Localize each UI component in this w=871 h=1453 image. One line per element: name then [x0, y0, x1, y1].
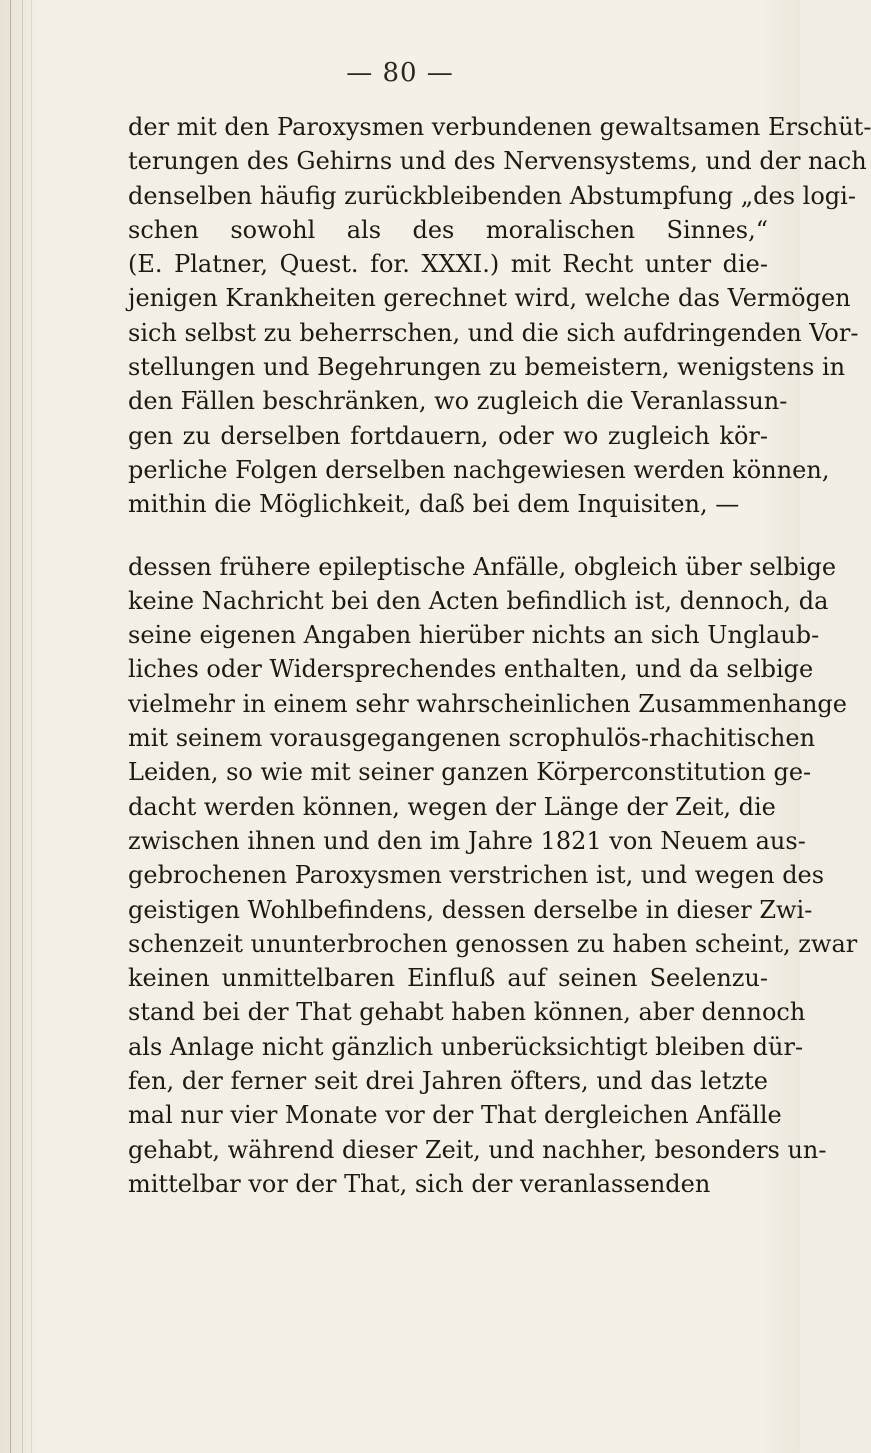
- text-line: schen sowohl als des moralischen Sinnes,“: [128, 215, 768, 244]
- text-line: gehabt, während dieser Zeit, und nachher, besonders un-: [128, 1135, 827, 1164]
- text-line: mithin die Möglichkeit, daß bei dem Inquisiten, —: [128, 490, 740, 519]
- text-line: stellungen und Begehrungen zu bemeistern, wenigstens in: [128, 353, 846, 382]
- text-line: dacht werden können, wegen der Länge der Zeit, die: [128, 792, 776, 821]
- binding-edge-line: [10, 0, 11, 1453]
- text-line: dessen frühere epileptische Anfälle, obgleich über selbige: [128, 552, 837, 581]
- text-line: terungen des Gehirns und des Nervensystems, und der nach: [128, 147, 867, 176]
- page-number: — 80 —: [346, 58, 454, 88]
- text-line: geistigen Wohlbefindens, dessen derselbe in dieser Zwi-: [128, 895, 813, 924]
- text-line: keinen unmittelbaren Einfluß auf seinen Seelenzu-: [128, 964, 768, 993]
- text-line: (E. Platner, Quest. for. XXXI.) mit Recht unter die-: [128, 250, 768, 279]
- text-line: fen, der ferner seit drei Jahren öfters, und das letzte: [128, 1067, 768, 1096]
- text-line: schenzeit ununterbrochen genossen zu haben scheint, zwar: [128, 929, 858, 958]
- text-line: mittelbar vor der That, sich der veranlassenden: [128, 1169, 711, 1198]
- body-text: [128, 110, 871, 1201]
- text-line: zwischen ihnen und den im Jahre 1821 von Neuem aus-: [128, 826, 806, 855]
- text-line: vielmehr in einem sehr wahrscheinlichen Zusammenhange: [128, 689, 847, 718]
- text-line: gebrochenen Paroxysmen verstrichen ist, und wegen des: [128, 861, 825, 890]
- text-line: als Anlage nicht gänzlich unberücksichtigt bleiben dür-: [128, 1032, 804, 1061]
- text-line: liches oder Widersprechendes enthalten, und da selbige: [128, 655, 814, 684]
- text-line: den Fällen beschränken, wo zugleich die Veranlassun-: [128, 387, 788, 416]
- text-line: gen zu derselben fortdauern, oder wo zugleich kör-: [128, 421, 768, 450]
- text-line: stand bei der That gehabt haben können, aber dennoch: [128, 998, 806, 1027]
- binding-edge-line: [31, 0, 32, 1453]
- paragraph-gap: [128, 522, 768, 550]
- text-line: der mit den Paroxysmen verbundenen gewaltsamen Erschüt-: [128, 113, 871, 141]
- text-line: denselben häufig zurückbleibenden Abstumpfung „des logi-: [128, 181, 856, 210]
- text-line: mit seinem vorausgegangenen scrophulös-rhachitischen: [128, 724, 816, 753]
- text-line: seine eigenen Angaben hierüber nichts an sich Unglaub-: [128, 621, 820, 650]
- paragraph: [128, 550, 858, 1202]
- text-line: perliche Folgen derselben nachgewiesen werden können,: [128, 455, 830, 484]
- paragraph: [128, 110, 871, 522]
- binding-edge-line: [22, 0, 23, 1453]
- text-line: mal nur vier Monate vor der That dergleichen Anfälle: [128, 1101, 782, 1130]
- text-line: sich selbst zu beherrschen, und die sich aufdringenden Vor-: [128, 318, 859, 347]
- text-line: jenigen Krankheiten gerechnet wird, welche das Vermögen: [128, 284, 851, 313]
- text-line: keine Nachricht bei den Acten befindlich ist, dennoch, da: [128, 586, 829, 615]
- text-line: Leiden, so wie mit seiner ganzen Körperconstitution ge-: [128, 758, 812, 787]
